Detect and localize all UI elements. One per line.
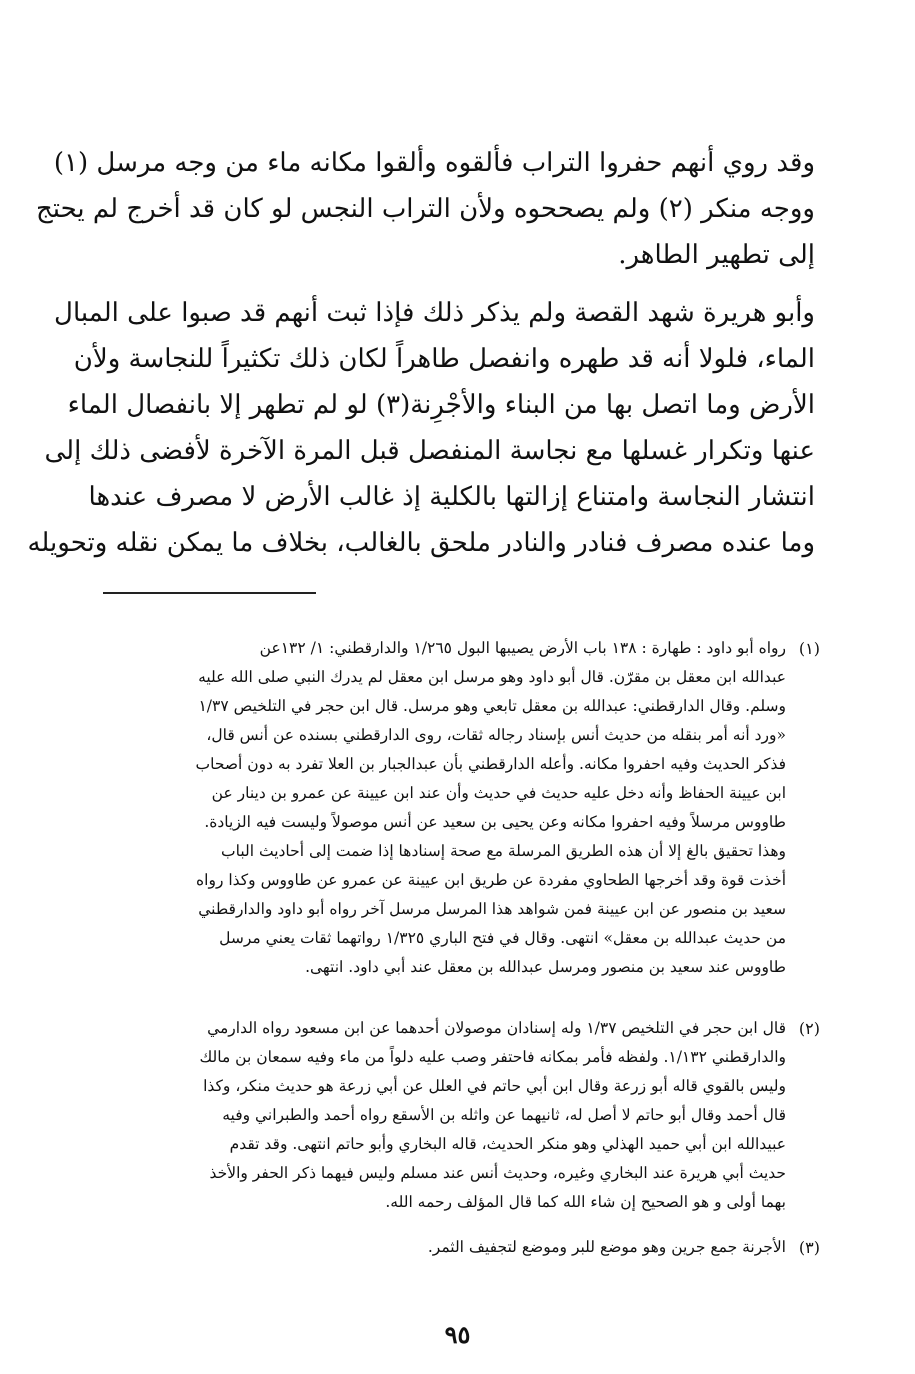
footnote-body <box>102 1233 786 1262</box>
footnote-separator <box>103 592 316 594</box>
text-line: قال أحمد وقال أبو حاتم لا أصل له، ثانيهما عن واثله بن الأسقع رواه أحمد والطبراني وفيه <box>222 1106 786 1124</box>
text-line: والدارقطني ١/١٣٢. ولفظه فأمر بمكانه فاحتفر وصب عليه دلواً من ماء وفيه سمعان بن مالك <box>199 1048 786 1066</box>
text-line: أخذت قوة وقد أخرجها الطحاوي مفردة عن طريق ابن عيينة عن عمرو عن طاووس وكذا رواه <box>196 871 786 889</box>
footnote-body <box>102 1014 786 1217</box>
text-line: فذكر الحديث وفيه احفروا مكانه. وأعله الدارقطني بأن عبدالجبار بن العلا تفرد به دون أصحاب <box>195 755 786 773</box>
text-line: قال ابن حجر في التلخيص ١/٣٧ وله إسنادان موصولان أحدهما عن ابن مسعود رواه الدارمي <box>207 1019 786 1037</box>
paragraph-2 <box>27 290 815 566</box>
footnote-1 <box>102 634 820 982</box>
text-line: وقد روي أنهم حفروا التراب فألقوه وألقوا مكانه ماء من وجه مرسل (١) <box>53 148 815 178</box>
text-line: عبدالله ابن معقل بن مقرّن. قال أبو داود وهو مرسل ابن معقل لم يدرك النبي صلى الله عليه <box>198 668 786 686</box>
page-number: ٩٥ <box>444 1320 471 1349</box>
footnote-number: (٣) <box>798 1238 820 1257</box>
footnote-3 <box>102 1233 820 1262</box>
paragraph-1 <box>35 140 815 278</box>
text-line: ووجه منكر (٢) ولم يصححوه ولأن التراب النجس لو كان قد أخرج لم يحتج <box>35 194 815 224</box>
text-line: انتشار النجاسة وامتناع إزالتها بالكلية إذ غالب الأرض لا مصرف عندها <box>88 482 815 512</box>
text-line: عبيدالله ابن أبي حميد الهذلي وهو منكر الحديث، قاله البخاري وأبو حاتم انتهى. وقد تقدم <box>229 1135 786 1153</box>
text-line: وأبو هريرة شهد القصة ولم يذكر ذلك فإذا ثبت أنهم قد صبوا على المبال <box>54 298 815 328</box>
footnote-number: (٢) <box>798 1019 820 1038</box>
text-line: وليس بالقوي قاله أبو زرعة وقال ابن أبي حاتم في العلل عن أبي زرعة هو حديث منكر، وكذا <box>203 1077 786 1095</box>
text-line: وسلم. وقال الدارقطني: عبدالله بن معقل تابعي وهو مرسل. قال ابن حجر في التلخيص ١/٣٧ <box>198 697 786 715</box>
text-line: طاووس مرسلاً وفيه احفروا مكانه وعن يحيى بن سعيد عن أنس موصولاً وليست فيه الزيادة. <box>204 813 786 831</box>
text-line: من حديث عبدالله بن معقل» انتهى. وقال في فتح الباري ١/٣٢٥ رواتهما ثقات يعني مرسل <box>219 929 786 947</box>
text-line: حديث أبي هريرة عند البخاري وغيره، وحديث أنس عند مسلم وليس فيهما ذكر الحفر والأخذ <box>209 1164 786 1182</box>
text-line: وهذا تحقيق بالغ إلا أن هذه الطريق المرسلة مع صحة إسنادها إذا ضمت إلى أحاديث الباب <box>221 842 786 860</box>
text-line: ابن عيينة الحفاظ وأنه دخل عليه حديث في حديث وأن عند ابن عيينة عن عمرو بن دينار عن <box>211 784 786 802</box>
text-line: الأرض وما اتصل بها من البناء والأجْرِنة(٣) لو لم تطهر إلا بانفصال الماء <box>67 390 815 420</box>
text-line: سعيد بن منصور عن ابن عيينة فمن شواهد هذا المرسل مرسل آخر رواه أبو داود والدارقطني <box>198 900 786 918</box>
text-line: الماء، فلولا أنه قد طهره وانفصل طاهراً لكان ذلك تكثيراً للنجاسة ولأن <box>73 344 815 374</box>
text-line: عنها وتكرار غسلها مع نجاسة المنفصل قبل المرة الآخرة لأفضى ذلك إلى <box>44 436 815 466</box>
footnote-2 <box>102 1014 820 1217</box>
text-line: «ورد أنه أمر بنقله من حديث أنس بإسناد رجاله ثقات، روى الدارقطني بسنده عن أنس قال، <box>206 726 786 744</box>
text-line: طاووس عند سعيد بن منصور ومرسل عبدالله بن معقل عند أبي داود. انتهى. <box>305 958 786 976</box>
main-text <box>27 0 815 560</box>
text-line: بهما أولى و هو الصحيح إن شاء الله كما قال المؤلف رحمه الله. <box>385 1193 786 1211</box>
text-line: الأجرنة جمع جرين وهو موضع للبر وموضع لتجفيف الثمر. <box>427 1238 786 1256</box>
text-line: رواه أبو داود : طهارة : ١٣٨ باب الأرض يصيبها البول ١/٢٦٥ والدارقطني: ١/ ١٣٢عن <box>259 639 786 657</box>
footnote-body <box>102 634 786 982</box>
footnote-number: (١) <box>798 639 820 658</box>
text-line: إلى تطهير الطاهر. <box>618 240 815 270</box>
text-line: وما عنده مصرف فنادر والنادر ملحق بالغالب، بخلاف ما يمكن نقله وتحويله <box>27 528 815 558</box>
